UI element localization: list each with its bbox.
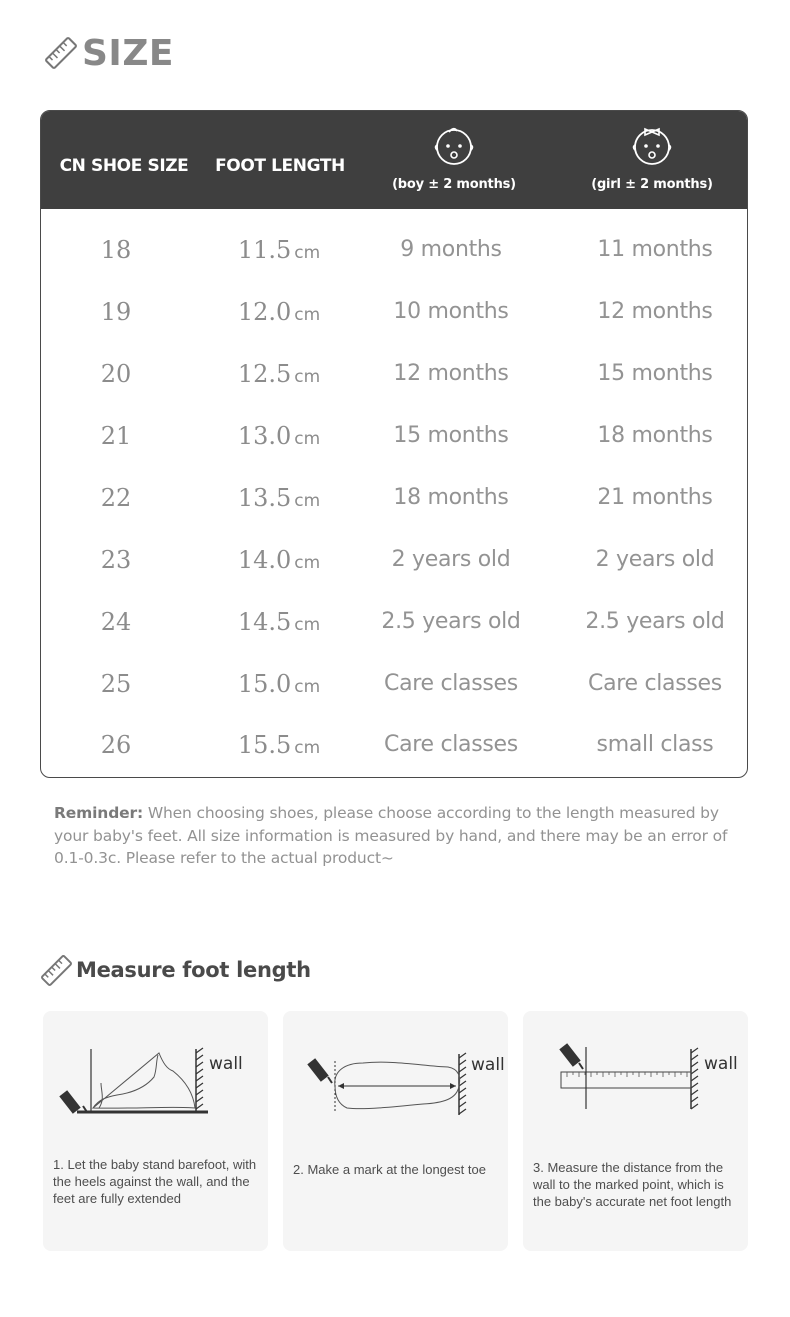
table-row xyxy=(41,467,747,529)
measure-title-row xyxy=(40,950,311,990)
header-boy-label: (boy ± 2 months) xyxy=(392,177,516,192)
girl-age-cell: 12 months xyxy=(597,299,713,324)
boy-age-cell: Care classes xyxy=(384,671,518,696)
table-header xyxy=(41,111,747,209)
size-title-row xyxy=(44,30,174,76)
header-boy xyxy=(359,111,549,209)
table-row xyxy=(41,529,747,591)
boy-age-cell: 12 months xyxy=(393,361,509,386)
foot-length-unit: cm xyxy=(294,738,321,758)
girl-age-cell: Care classes xyxy=(588,671,722,696)
girl-age-cell: 18 months xyxy=(597,423,713,448)
table-row xyxy=(41,653,747,715)
shoe-size-cell: 21 xyxy=(100,422,132,450)
pen-icon xyxy=(59,1090,87,1113)
shoe-size-cell: 22 xyxy=(100,484,132,512)
table-row xyxy=(41,591,747,653)
foot-length-cell xyxy=(204,529,354,591)
measure-step-text: 2. Make a mark at the longest toe xyxy=(293,1162,486,1177)
measure-step-card-3 xyxy=(523,1011,748,1251)
girl-age-cell: small class xyxy=(596,732,714,757)
foot-length-cell xyxy=(204,467,354,529)
shoe-size-cell: 18 xyxy=(100,236,132,264)
foot-length-unit: cm xyxy=(294,243,321,263)
table-row xyxy=(41,219,747,281)
reminder-label: Reminder: xyxy=(54,804,144,822)
wall-label: wall xyxy=(209,1054,243,1074)
boy-age-cell: 9 months xyxy=(400,237,502,262)
foot-length-value: 14.0 xyxy=(237,546,292,574)
foot-length-value: 11.5 xyxy=(237,236,292,264)
foot-length-unit: cm xyxy=(294,615,321,635)
shoe-size-cell: 23 xyxy=(100,546,132,574)
measure-step-text: 3. Measure the distance from the wall to the marked point, which is the baby's accurate net foot length xyxy=(533,1160,732,1209)
foot-length-value: 13.0 xyxy=(237,422,292,450)
header-shoe-size: CN SHOE SIZE xyxy=(59,156,189,176)
shoe-size-cell: 26 xyxy=(100,731,132,759)
girl-face-icon xyxy=(631,125,673,167)
stand-at-wall-illustration xyxy=(43,1011,268,1141)
measure-distance-illustration xyxy=(523,1011,748,1141)
ruler-icon xyxy=(40,954,73,987)
foot-length-value: 14.5 xyxy=(237,608,292,636)
shoe-size-cell: 25 xyxy=(100,670,132,698)
foot-length-unit: cm xyxy=(294,491,321,511)
table-row xyxy=(41,343,747,405)
pen-icon xyxy=(307,1058,332,1083)
table-row xyxy=(41,714,747,776)
boy-age-cell: 10 months xyxy=(393,299,509,324)
wall-label: wall xyxy=(471,1055,505,1075)
foot-length-cell xyxy=(204,714,354,776)
foot-length-value: 13.5 xyxy=(237,484,292,512)
foot-length-cell xyxy=(204,405,354,467)
girl-age-cell: 2 years old xyxy=(595,547,715,572)
shoe-size-cell: 19 xyxy=(100,298,132,326)
foot-length-cell xyxy=(204,281,354,343)
header-foot-length: FOOT LENGTH xyxy=(215,156,345,176)
foot-length-value: 12.5 xyxy=(237,360,292,388)
header-girl xyxy=(556,111,748,209)
header-girl-label: (girl ± 2 months) xyxy=(591,177,713,192)
foot-length-cell xyxy=(204,219,354,281)
girl-age-cell: 2.5 years old xyxy=(585,609,725,634)
foot-length-unit: cm xyxy=(294,305,321,325)
reminder-text: When choosing shoes, please choose according to the length measured by your baby's feet. All size information is measured by hand, and there may be an error of 0.1-0.3c. Please refer to the actual product~ xyxy=(54,804,728,867)
foot-length-cell xyxy=(204,653,354,715)
table-row xyxy=(41,281,747,343)
foot-length-cell xyxy=(204,343,354,405)
size-table xyxy=(40,110,748,778)
foot-length-unit: cm xyxy=(294,429,321,449)
page-title: SIZE xyxy=(82,32,175,74)
table-row xyxy=(41,405,747,467)
boy-age-cell: Care classes xyxy=(384,732,518,757)
shoe-size-cell: 20 xyxy=(100,360,132,388)
foot-length-unit: cm xyxy=(294,367,321,387)
wall-label: wall xyxy=(704,1054,738,1074)
shoe-size-cell: 24 xyxy=(100,608,132,636)
measure-title: Measure foot length xyxy=(76,958,311,982)
foot-length-unit: cm xyxy=(294,677,321,697)
pen-icon xyxy=(559,1043,583,1069)
foot-length-unit: cm xyxy=(294,553,321,573)
foot-length-value: 15.0 xyxy=(237,670,292,698)
girl-age-cell: 11 months xyxy=(597,237,713,262)
boy-age-cell: 2.5 years old xyxy=(381,609,521,634)
boy-age-cell: 18 months xyxy=(393,485,509,510)
measure-step-text: 1. Let the baby stand barefoot, with the heels against the wall, and the feet are fully extended xyxy=(53,1157,257,1206)
measure-step-card-1 xyxy=(43,1011,268,1251)
girl-age-cell: 15 months xyxy=(597,361,713,386)
ruler-icon xyxy=(44,36,78,70)
boy-age-cell: 15 months xyxy=(393,423,509,448)
boy-age-cell: 2 years old xyxy=(391,547,511,572)
foot-length-value: 15.5 xyxy=(237,731,292,759)
foot-length-cell xyxy=(204,591,354,653)
mark-toe-illustration xyxy=(283,1011,508,1141)
size-reminder xyxy=(54,802,744,870)
foot-length-value: 12.0 xyxy=(237,298,292,326)
girl-age-cell: 21 months xyxy=(597,485,713,510)
measure-step-card-2 xyxy=(283,1011,508,1251)
boy-face-icon xyxy=(433,125,475,167)
